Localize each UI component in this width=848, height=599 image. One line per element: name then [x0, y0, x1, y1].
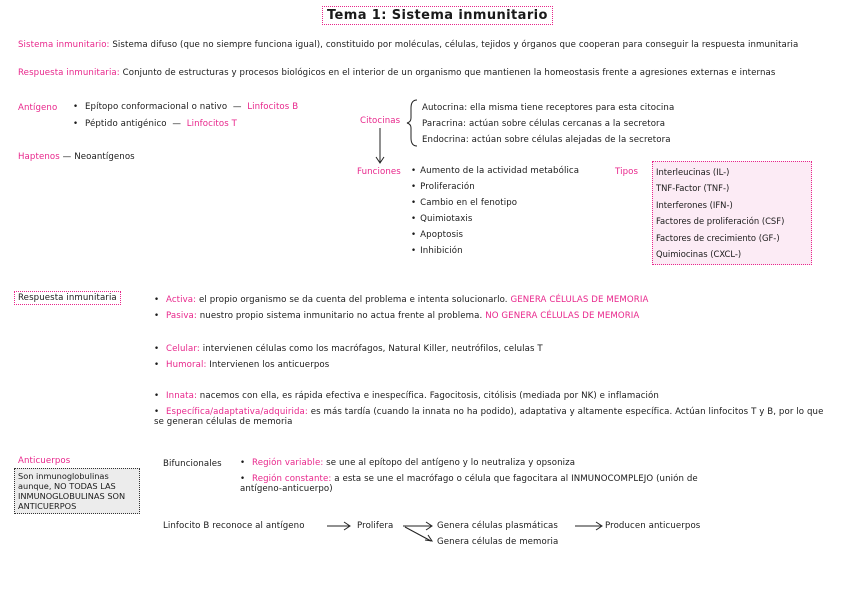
antigeno-item: • Epítopo conformacional o nativo — Linfocitos B: [73, 102, 298, 112]
term-celular: Celular:: [166, 344, 200, 354]
term-variable: Región variable:: [252, 458, 324, 468]
branch-arrow-icon: [401, 520, 435, 546]
flow-step-anticuerpos: Producen anticuerpos: [605, 521, 701, 531]
respuesta-innata: [154, 391, 659, 401]
term-activa: Activa:: [166, 295, 197, 305]
tipo-item: Interleucinas (IL-): [656, 167, 730, 177]
term-sistema: Sistema inmunitario:: [18, 40, 110, 50]
funcion-item: • Inhibición: [411, 246, 463, 256]
tipos-label: Tipos: [615, 167, 639, 177]
antigeno-item: • Péptido antigénico — Linfocitos T: [73, 119, 237, 129]
citocinas-brace: [405, 98, 419, 148]
respuesta-humoral: [154, 360, 329, 370]
citocinas-label: Citocinas: [360, 116, 401, 126]
term-respuesta: Respuesta inmunitaria:: [18, 68, 120, 78]
citocina-type: Autocrina: ella misma tiene receptores para esta citocina: [422, 103, 675, 113]
bifuncionales-label: Bifuncionales: [163, 459, 222, 469]
region-constante: [240, 474, 740, 494]
text-celular: intervienen células como los macrófagos, Natural Killer, neutrófilos, celulas T: [199, 344, 543, 354]
right-arrow-icon: [573, 520, 605, 532]
tipo-item: Interferones (IFN-): [656, 199, 733, 210]
text-especifica: es más tardía (cuando la innata no ha podido), adaptativa y altamente específica. Actúan linfocitos T y B, por lo que se generan células de memoria: [154, 407, 824, 427]
anticuerpos-label: Anticuerpos: [18, 456, 71, 466]
citocina-type: Paracrina: actúan sobre células cercanas a la secretora: [422, 119, 666, 129]
text-activa: el propio organismo se da cuenta del problema e intenta solucionarlo.: [196, 295, 511, 305]
antigeno-item-link: Linfocitos B: [247, 102, 299, 112]
term-humoral: Humoral:: [166, 360, 207, 370]
tipo-item: Factores de crecimiento (GF-): [656, 232, 780, 243]
antigeno-item-link: Linfocitos T: [186, 119, 238, 129]
funcion-item: • Aumento de la actividad metabólica: [411, 166, 579, 176]
respuesta-celular: [154, 344, 543, 354]
haptenos-label: Haptenos: [18, 152, 60, 162]
term-innata: Innata:: [166, 391, 197, 401]
flow-step-plasmaticas: Genera células plasmáticas: [437, 521, 558, 531]
funcion-item: • Proliferación: [411, 182, 475, 192]
flow-step-prolifera: Prolifera: [357, 521, 394, 531]
note-pasiva: NO GENERA CÉLULAS DE MEMORIA: [485, 311, 640, 321]
antigeno-label: Antígeno: [18, 103, 58, 113]
tipos-box: [652, 161, 812, 265]
text-respuesta: Conjunto de estructuras y procesos biológicos en el interior de un organismo que mantienen la homeostasis frente a agresiones externas e internas: [119, 68, 776, 78]
anticuerpos-note: Son inmunoglobulinas aunque, NO TODAS LAS INMUNOGLOBULINAS SON ANTICUERPOS: [14, 468, 140, 514]
tipo-item: Quimiocinas (CXCL-): [656, 249, 742, 260]
respuesta-especifica: [154, 407, 834, 427]
tipo-item: Factores de proliferación (CSF): [656, 216, 785, 227]
respuesta-activa: [154, 295, 648, 305]
haptenos-text: Neoantígenos: [74, 152, 135, 162]
antigeno-item-text: Péptido antigénico: [85, 119, 167, 129]
flow-step-memoria: Genera células de memoria: [437, 537, 559, 547]
down-arrow-icon: [374, 128, 386, 166]
citocina-type: Endocrina: actúan sobre células alejadas de la secretora: [422, 135, 671, 145]
text-humoral: Intervienen los anticuerpos: [206, 360, 330, 370]
text-constante: a esta se une el macrófago o célula que fagocitara al INMUNOCOMPLEJO (unión de antígeno-anticuerpo): [240, 474, 698, 494]
term-pasiva: Pasiva:: [166, 311, 197, 321]
page-title: Tema 1: Sistema inmunitario: [322, 6, 553, 25]
funcion-item: • Apoptosis: [411, 230, 463, 240]
text-variable: se une al epítopo del antígeno y lo neutraliza y opsoniza: [323, 458, 576, 468]
respuesta-box-label: Respuesta inmunitaria: [14, 291, 121, 305]
term-especifica: Específica/adaptativa/adquirida:: [166, 407, 308, 417]
term-constante: Región constante:: [252, 474, 332, 484]
region-variable: [240, 458, 575, 468]
text-pasiva: nuestro propio sistema inmunitario no actua frente al problema.: [196, 311, 486, 321]
funciones-label: Funciones: [357, 167, 401, 177]
definition-respuesta: [18, 68, 828, 78]
right-arrow-icon: [325, 520, 353, 532]
note-activa: GENERA CÉLULAS DE MEMORIA: [510, 295, 649, 305]
funcion-item: • Quimiotaxis: [411, 214, 472, 224]
haptenos-row: Haptenos — Neoantígenos: [18, 152, 135, 162]
flow-step-reconoce: Linfocito B reconoce al antígeno: [163, 521, 305, 531]
text-innata: nacemos con ella, es rápida efectiva e inespecífica. Fagocitosis, citólisis (mediada por NK) e inflamación: [196, 391, 659, 401]
text-sistema: Sistema difuso (que no siempre funciona igual), constituido por moléculas, células, tejidos y órganos que cooperan para conseguir la respuesta inmunitaria: [109, 40, 799, 50]
respuesta-pasiva: [154, 311, 639, 321]
definition-sistema: [18, 40, 828, 50]
funcion-item: • Cambio en el fenotipo: [411, 198, 517, 208]
tipo-item: TNF-Factor (TNF-): [656, 183, 730, 194]
antigeno-item-text: Epítopo conformacional o nativo: [85, 102, 228, 112]
